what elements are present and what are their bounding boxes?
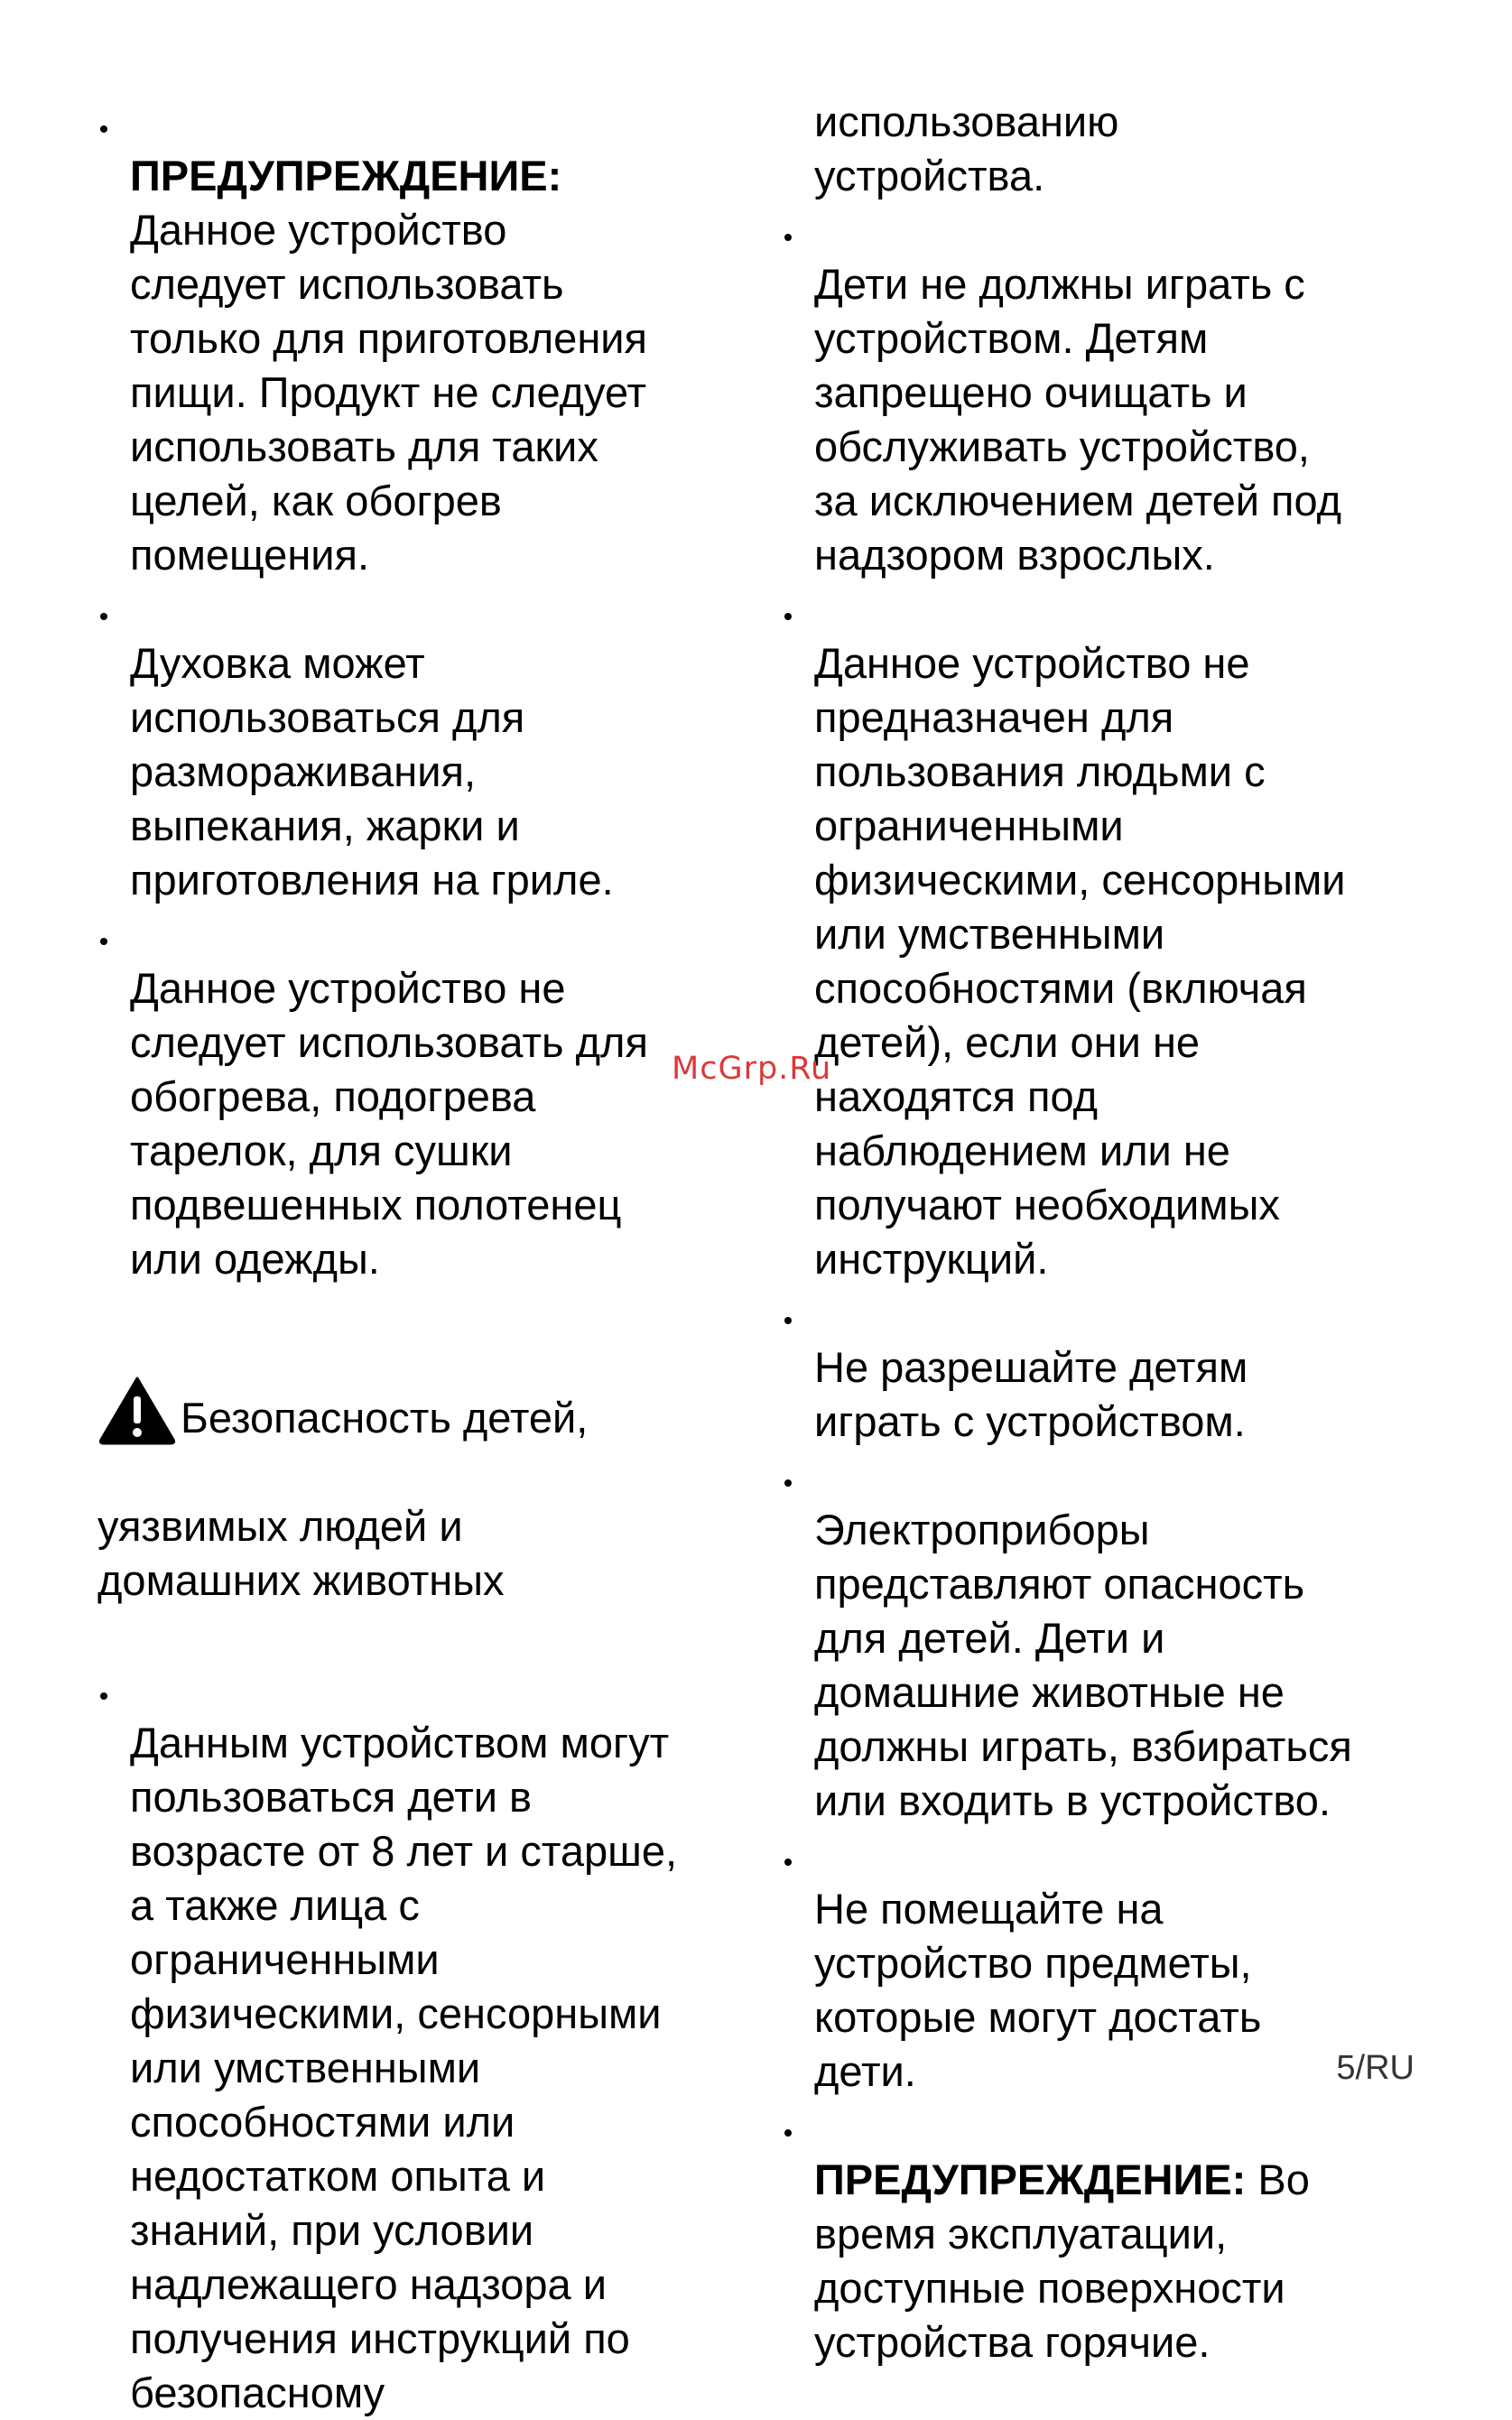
continued-text: использованию устройства. <box>814 97 1119 199</box>
item-text: Не разрешайте детям играть с устройством. <box>814 1343 1248 1445</box>
list-item <box>782 1449 1414 1828</box>
item-text: Не помещайте на устройство предметы, которые могут достать дети. <box>814 1885 1262 2095</box>
item-text: Данное устройство следует использовать только для приготовления пищи. Продукт не следует использовать для таких целей, как обогрев помещения. <box>130 206 647 579</box>
warning-triangle-icon <box>97 1375 177 1445</box>
list-item <box>97 95 775 582</box>
list-item <box>782 582 1414 1286</box>
section-heading <box>97 1321 775 1662</box>
list-item <box>782 2099 1414 2369</box>
item-text: Во время эксплуатации, доступные поверхности устройства горячие. <box>814 2156 1310 2366</box>
item-text: Электроприборы представляют опасность для детей. Дети и домашние животные не должны играть, взбираться или входить в устройство. <box>814 1506 1352 1824</box>
watermark: McGrp.Ru <box>672 1051 832 1087</box>
list-item <box>782 1286 1414 1449</box>
page-number: 5/RU <box>1336 2049 1415 2087</box>
warning-label: ПРЕДУПРЕЖДЕНИЕ: <box>130 152 562 199</box>
item-text: Дети не должны играть с устройством. Детям запрещено очищать и обслуживать устройство, за исключением детей под надзором взрослых. <box>814 260 1342 579</box>
list-item <box>97 1662 775 2420</box>
warning-label: ПРЕДУПРЕЖДЕНИЕ: <box>814 2156 1247 2203</box>
item-text: Данное устройство не следует использовать для обогрева, подогрева тарелок, для сушки подвешенных полотенец или одежды. <box>130 964 648 1283</box>
list-item <box>782 1828 1414 2099</box>
item-text: Данное устройство не предназначен для пользования людьми с ограниченными физическими, сенсорными или умственными способностями (включая детей), если они не находятся под наблюдением или не получают необходимых инструкций. <box>814 639 1346 1283</box>
left-column <box>97 95 775 2420</box>
list-item <box>97 582 775 907</box>
item-text: Духовка может использоваться для размораживания, выпекания, жарки и приготовления на гриле. <box>130 639 614 904</box>
list-item <box>97 907 775 1286</box>
list-item <box>782 203 1414 582</box>
section-heading-line1: Безопасность детей, <box>181 1394 589 1442</box>
section-heading-rest: уязвимых людей и домашних животных <box>97 1502 505 1604</box>
right-column <box>782 95 1414 2369</box>
item-text: Данным устройством могут пользоваться дети в возрасте от 8 лет и старше, а также лица с ограниченными физическими, сенсорными или умственными способностями или недостатком опыта и знаний, при условии надлежащего надзора и получения инструкций по безопасному <box>130 1719 678 2416</box>
